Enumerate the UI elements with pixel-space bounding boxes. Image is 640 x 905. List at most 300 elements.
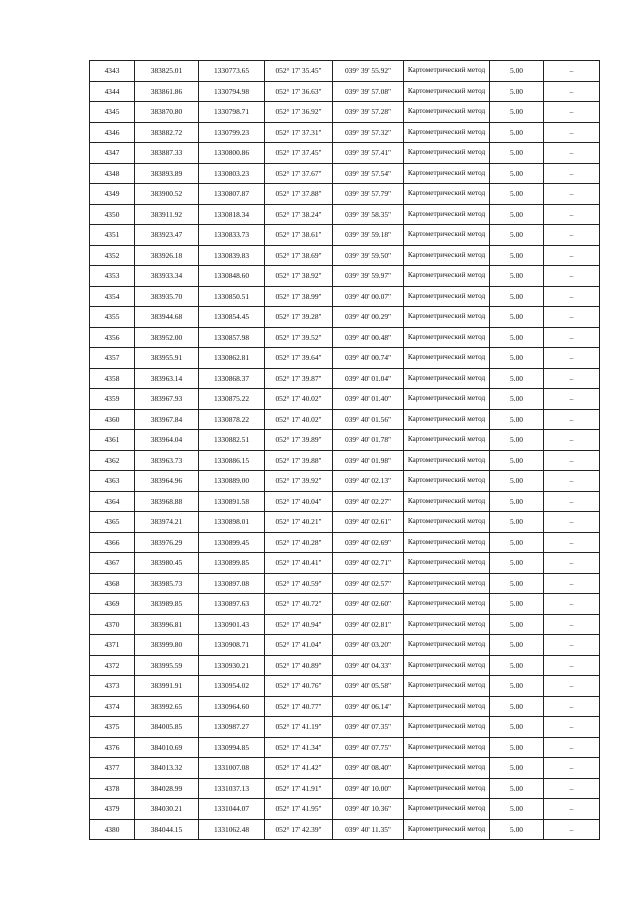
description-cell: – (544, 717, 600, 738)
y-coordinate-cell: 1330987.27 (199, 717, 265, 738)
point-number-cell: 4367 (90, 553, 135, 574)
description-cell: – (544, 655, 600, 676)
table-row (90, 184, 600, 205)
table-row (90, 102, 600, 123)
x-coordinate-cell: 383995.59 (135, 655, 199, 676)
table-row (90, 225, 600, 246)
coordinates-table (89, 60, 600, 840)
latitude-cell: 052° 17' 40.41" (265, 553, 333, 574)
point-number-cell: 4370 (90, 614, 135, 635)
x-coordinate-cell: 383900.52 (135, 184, 199, 205)
description-cell: – (544, 532, 600, 553)
description-cell: – (544, 430, 600, 451)
longitude-cell: 039° 40' 00.07" (333, 286, 404, 307)
precision-cell: 5.00 (490, 553, 544, 574)
point-number-cell: 4348 (90, 163, 135, 184)
latitude-cell: 052° 17' 37.88" (265, 184, 333, 205)
point-number-cell: 4356 (90, 327, 135, 348)
y-coordinate-cell: 1330878.22 (199, 409, 265, 430)
table-row (90, 758, 600, 779)
y-coordinate-cell: 1330897.08 (199, 573, 265, 594)
latitude-cell: 052° 17' 37.31" (265, 122, 333, 143)
method-cell: Картометрический метод (404, 594, 490, 615)
x-coordinate-cell: 383964.96 (135, 471, 199, 492)
x-coordinate-cell: 383935.70 (135, 286, 199, 307)
y-coordinate-cell: 1330930.21 (199, 655, 265, 676)
longitude-cell: 039° 39' 57.28" (333, 102, 404, 123)
precision-cell: 5.00 (490, 245, 544, 266)
table-row (90, 327, 600, 348)
precision-cell: 5.00 (490, 471, 544, 492)
latitude-cell: 052° 17' 40.94" (265, 614, 333, 635)
method-cell: Картометрический метод (404, 491, 490, 512)
precision-cell: 5.00 (490, 286, 544, 307)
y-coordinate-cell: 1330901.43 (199, 614, 265, 635)
x-coordinate-cell: 383999.80 (135, 635, 199, 656)
method-cell: Картометрический метод (404, 307, 490, 328)
method-cell: Картометрический метод (404, 122, 490, 143)
point-number-cell: 4357 (90, 348, 135, 369)
point-number-cell: 4371 (90, 635, 135, 656)
method-cell: Картометрический метод (404, 676, 490, 697)
y-coordinate-cell: 1330882.51 (199, 430, 265, 451)
y-coordinate-cell: 1330954.02 (199, 676, 265, 697)
method-cell: Картометрический метод (404, 573, 490, 594)
method-cell: Картометрический метод (404, 553, 490, 574)
y-coordinate-cell: 1330994.85 (199, 737, 265, 758)
point-number-cell: 4380 (90, 819, 135, 840)
longitude-cell: 039° 40' 02.81" (333, 614, 404, 635)
description-cell: – (544, 286, 600, 307)
table-row (90, 348, 600, 369)
y-coordinate-cell: 1330839.83 (199, 245, 265, 266)
x-coordinate-cell: 383976.29 (135, 532, 199, 553)
longitude-cell: 039° 39' 57.08" (333, 81, 404, 102)
latitude-cell: 052° 17' 42.39" (265, 819, 333, 840)
y-coordinate-cell: 1330862.81 (199, 348, 265, 369)
longitude-cell: 039° 40' 01.04" (333, 368, 404, 389)
method-cell: Картометрический метод (404, 614, 490, 635)
latitude-cell: 052° 17' 41.95" (265, 799, 333, 820)
point-number-cell: 4344 (90, 81, 135, 102)
x-coordinate-cell: 384010.69 (135, 737, 199, 758)
precision-cell: 5.00 (490, 266, 544, 287)
longitude-cell: 039° 40' 00.74" (333, 348, 404, 369)
latitude-cell: 052° 17' 40.72" (265, 594, 333, 615)
table-row (90, 307, 600, 328)
table-row (90, 81, 600, 102)
point-number-cell: 4373 (90, 676, 135, 697)
method-cell: Картометрический метод (404, 266, 490, 287)
method-cell: Картометрический метод (404, 758, 490, 779)
precision-cell: 5.00 (490, 594, 544, 615)
y-coordinate-cell: 1330889.00 (199, 471, 265, 492)
x-coordinate-cell: 384044.15 (135, 819, 199, 840)
table-row (90, 676, 600, 697)
method-cell: Картометрический метод (404, 717, 490, 738)
method-cell: Картометрический метод (404, 799, 490, 820)
y-coordinate-cell: 1330773.65 (199, 61, 265, 82)
method-cell: Картометрический метод (404, 286, 490, 307)
point-number-cell: 4372 (90, 655, 135, 676)
point-number-cell: 4353 (90, 266, 135, 287)
point-number-cell: 4360 (90, 409, 135, 430)
longitude-cell: 039° 40' 02.61" (333, 512, 404, 533)
method-cell: Картометрический метод (404, 450, 490, 471)
precision-cell: 5.00 (490, 676, 544, 697)
table-row (90, 532, 600, 553)
precision-cell: 5.00 (490, 143, 544, 164)
x-coordinate-cell: 383955.91 (135, 348, 199, 369)
latitude-cell: 052° 17' 39.88" (265, 450, 333, 471)
point-number-cell: 4364 (90, 491, 135, 512)
method-cell: Картометрический метод (404, 245, 490, 266)
precision-cell: 5.00 (490, 307, 544, 328)
x-coordinate-cell: 383861.86 (135, 81, 199, 102)
table-row (90, 430, 600, 451)
table-row (90, 471, 600, 492)
method-cell: Картометрический метод (404, 368, 490, 389)
description-cell: – (544, 512, 600, 533)
precision-cell: 5.00 (490, 348, 544, 369)
description-cell: – (544, 184, 600, 205)
table-row (90, 799, 600, 820)
y-coordinate-cell: 1330850.51 (199, 286, 265, 307)
precision-cell: 5.00 (490, 389, 544, 410)
point-number-cell: 4379 (90, 799, 135, 820)
x-coordinate-cell: 384013.32 (135, 758, 199, 779)
method-cell: Картометрический метод (404, 163, 490, 184)
longitude-cell: 039° 40' 06.14" (333, 696, 404, 717)
precision-cell: 5.00 (490, 430, 544, 451)
longitude-cell: 039° 40' 02.71" (333, 553, 404, 574)
x-coordinate-cell: 383952.00 (135, 327, 199, 348)
table-row (90, 266, 600, 287)
longitude-cell: 039° 40' 07.35" (333, 717, 404, 738)
precision-cell: 5.00 (490, 778, 544, 799)
table-row (90, 655, 600, 676)
precision-cell: 5.00 (490, 758, 544, 779)
latitude-cell: 052° 17' 38.92" (265, 266, 333, 287)
precision-cell: 5.00 (490, 81, 544, 102)
latitude-cell: 052° 17' 37.67" (265, 163, 333, 184)
table-row (90, 245, 600, 266)
longitude-cell: 039° 40' 01.56" (333, 409, 404, 430)
precision-cell: 5.00 (490, 717, 544, 738)
y-coordinate-cell: 1330800.86 (199, 143, 265, 164)
point-number-cell: 4349 (90, 184, 135, 205)
longitude-cell: 039° 40' 02.60" (333, 594, 404, 615)
precision-cell: 5.00 (490, 163, 544, 184)
method-cell: Картометрический метод (404, 635, 490, 656)
point-number-cell: 4358 (90, 368, 135, 389)
longitude-cell: 039° 39' 57.79" (333, 184, 404, 205)
point-number-cell: 4352 (90, 245, 135, 266)
y-coordinate-cell: 1330897.63 (199, 594, 265, 615)
x-coordinate-cell: 383887.33 (135, 143, 199, 164)
table-row (90, 286, 600, 307)
x-coordinate-cell: 383963.14 (135, 368, 199, 389)
x-coordinate-cell: 383964.04 (135, 430, 199, 451)
x-coordinate-cell: 383985.73 (135, 573, 199, 594)
y-coordinate-cell: 1330908.71 (199, 635, 265, 656)
description-cell: – (544, 491, 600, 512)
longitude-cell: 039° 40' 05.58" (333, 676, 404, 697)
point-number-cell: 4355 (90, 307, 135, 328)
y-coordinate-cell: 1330891.58 (199, 491, 265, 512)
latitude-cell: 052° 17' 39.64" (265, 348, 333, 369)
longitude-cell: 039° 40' 02.27" (333, 491, 404, 512)
longitude-cell: 039° 40' 04.33" (333, 655, 404, 676)
latitude-cell: 052° 17' 40.77" (265, 696, 333, 717)
method-cell: Картометрический метод (404, 389, 490, 410)
table-row (90, 778, 600, 799)
precision-cell: 5.00 (490, 532, 544, 553)
latitude-cell: 052° 17' 40.02" (265, 409, 333, 430)
x-coordinate-cell: 383974.21 (135, 512, 199, 533)
description-cell: – (544, 61, 600, 82)
precision-cell: 5.00 (490, 368, 544, 389)
method-cell: Картометрический метод (404, 778, 490, 799)
latitude-cell: 052° 17' 40.89" (265, 655, 333, 676)
point-number-cell: 4345 (90, 102, 135, 123)
method-cell: Картометрический метод (404, 819, 490, 840)
table-row (90, 696, 600, 717)
x-coordinate-cell: 383923.47 (135, 225, 199, 246)
longitude-cell: 039° 39' 57.32" (333, 122, 404, 143)
latitude-cell: 052° 17' 41.91" (265, 778, 333, 799)
longitude-cell: 039° 40' 02.57" (333, 573, 404, 594)
method-cell: Картометрический метод (404, 737, 490, 758)
description-cell: – (544, 450, 600, 471)
point-number-cell: 4350 (90, 204, 135, 225)
latitude-cell: 052° 17' 39.92" (265, 471, 333, 492)
description-cell: – (544, 307, 600, 328)
longitude-cell: 039° 40' 02.69" (333, 532, 404, 553)
x-coordinate-cell: 384005.85 (135, 717, 199, 738)
precision-cell: 5.00 (490, 696, 544, 717)
longitude-cell: 039° 40' 10.36" (333, 799, 404, 820)
latitude-cell: 052° 17' 40.04" (265, 491, 333, 512)
longitude-cell: 039° 39' 59.50" (333, 245, 404, 266)
y-coordinate-cell: 1330854.45 (199, 307, 265, 328)
latitude-cell: 052° 17' 38.61" (265, 225, 333, 246)
method-cell: Картометрический метод (404, 81, 490, 102)
y-coordinate-cell: 1331044.07 (199, 799, 265, 820)
table-row (90, 143, 600, 164)
longitude-cell: 039° 40' 00.48" (333, 327, 404, 348)
description-cell: – (544, 799, 600, 820)
precision-cell: 5.00 (490, 450, 544, 471)
precision-cell: 5.00 (490, 512, 544, 533)
table-row (90, 61, 600, 82)
method-cell: Картометрический метод (404, 655, 490, 676)
longitude-cell: 039° 40' 01.78" (333, 430, 404, 451)
latitude-cell: 052° 17' 36.92" (265, 102, 333, 123)
x-coordinate-cell: 383996.81 (135, 614, 199, 635)
point-number-cell: 4354 (90, 286, 135, 307)
y-coordinate-cell: 1330886.15 (199, 450, 265, 471)
x-coordinate-cell: 383825.01 (135, 61, 199, 82)
y-coordinate-cell: 1330898.01 (199, 512, 265, 533)
latitude-cell: 052° 17' 41.34" (265, 737, 333, 758)
description-cell: – (544, 266, 600, 287)
point-number-cell: 4347 (90, 143, 135, 164)
latitude-cell: 052° 17' 35.45" (265, 61, 333, 82)
x-coordinate-cell: 383963.73 (135, 450, 199, 471)
point-number-cell: 4376 (90, 737, 135, 758)
x-coordinate-cell: 383882.72 (135, 122, 199, 143)
table-row (90, 409, 600, 430)
latitude-cell: 052° 17' 39.89" (265, 430, 333, 451)
method-cell: Картометрический метод (404, 532, 490, 553)
method-cell: Картометрический метод (404, 348, 490, 369)
description-cell: – (544, 614, 600, 635)
method-cell: Картометрический метод (404, 409, 490, 430)
x-coordinate-cell: 383933.34 (135, 266, 199, 287)
precision-cell: 5.00 (490, 327, 544, 348)
y-coordinate-cell: 1330899.85 (199, 553, 265, 574)
table-row (90, 122, 600, 143)
longitude-cell: 039° 40' 08.40" (333, 758, 404, 779)
point-number-cell: 4359 (90, 389, 135, 410)
y-coordinate-cell: 1330857.98 (199, 327, 265, 348)
precision-cell: 5.00 (490, 409, 544, 430)
y-coordinate-cell: 1330799.23 (199, 122, 265, 143)
x-coordinate-cell: 383980.45 (135, 553, 199, 574)
description-cell: – (544, 676, 600, 697)
y-coordinate-cell: 1330794.98 (199, 81, 265, 102)
latitude-cell: 052° 17' 41.19" (265, 717, 333, 738)
table-row (90, 553, 600, 574)
description-cell: – (544, 143, 600, 164)
latitude-cell: 052° 17' 41.42" (265, 758, 333, 779)
table-row (90, 717, 600, 738)
precision-cell: 5.00 (490, 102, 544, 123)
description-cell: – (544, 758, 600, 779)
table-row (90, 389, 600, 410)
y-coordinate-cell: 1331062.48 (199, 819, 265, 840)
precision-cell: 5.00 (490, 573, 544, 594)
method-cell: Картометрический метод (404, 471, 490, 492)
table-row (90, 614, 600, 635)
latitude-cell: 052° 17' 38.69" (265, 245, 333, 266)
description-cell: – (544, 348, 600, 369)
description-cell: – (544, 471, 600, 492)
latitude-cell: 052° 17' 39.87" (265, 368, 333, 389)
table-row (90, 163, 600, 184)
description-cell: – (544, 245, 600, 266)
description-cell: – (544, 819, 600, 840)
table-row (90, 368, 600, 389)
point-number-cell: 4351 (90, 225, 135, 246)
table-row (90, 594, 600, 615)
description-cell: – (544, 573, 600, 594)
y-coordinate-cell: 1331037.13 (199, 778, 265, 799)
precision-cell: 5.00 (490, 819, 544, 840)
precision-cell: 5.00 (490, 799, 544, 820)
longitude-cell: 039° 39' 57.54" (333, 163, 404, 184)
method-cell: Картометрический метод (404, 512, 490, 533)
longitude-cell: 039° 40' 00.29" (333, 307, 404, 328)
table-row (90, 635, 600, 656)
y-coordinate-cell: 1330848.60 (199, 266, 265, 287)
y-coordinate-cell: 1330964.60 (199, 696, 265, 717)
method-cell: Картометрический метод (404, 143, 490, 164)
latitude-cell: 052° 17' 40.02" (265, 389, 333, 410)
x-coordinate-cell: 383967.84 (135, 409, 199, 430)
method-cell: Картометрический метод (404, 184, 490, 205)
description-cell: – (544, 225, 600, 246)
table-row (90, 737, 600, 758)
latitude-cell: 052° 17' 41.04" (265, 635, 333, 656)
precision-cell: 5.00 (490, 737, 544, 758)
table-row (90, 573, 600, 594)
description-cell: – (544, 389, 600, 410)
precision-cell: 5.00 (490, 204, 544, 225)
longitude-cell: 039° 39' 57.41" (333, 143, 404, 164)
x-coordinate-cell: 384030.21 (135, 799, 199, 820)
precision-cell: 5.00 (490, 184, 544, 205)
longitude-cell: 039° 40' 03.20" (333, 635, 404, 656)
longitude-cell: 039° 40' 07.75" (333, 737, 404, 758)
x-coordinate-cell: 383991.91 (135, 676, 199, 697)
description-cell: – (544, 635, 600, 656)
description-cell: – (544, 368, 600, 389)
x-coordinate-cell: 383967.93 (135, 389, 199, 410)
x-coordinate-cell: 383989.85 (135, 594, 199, 615)
description-cell: – (544, 204, 600, 225)
description-cell: – (544, 778, 600, 799)
description-cell: – (544, 553, 600, 574)
x-coordinate-cell: 383944.68 (135, 307, 199, 328)
point-number-cell: 4378 (90, 778, 135, 799)
x-coordinate-cell: 383911.92 (135, 204, 199, 225)
latitude-cell: 052° 17' 39.52" (265, 327, 333, 348)
table-row (90, 491, 600, 512)
point-number-cell: 4368 (90, 573, 135, 594)
table-row (90, 204, 600, 225)
latitude-cell: 052° 17' 38.24" (265, 204, 333, 225)
point-number-cell: 4361 (90, 430, 135, 451)
point-number-cell: 4343 (90, 61, 135, 82)
y-coordinate-cell: 1330868.37 (199, 368, 265, 389)
y-coordinate-cell: 1330798.71 (199, 102, 265, 123)
coordinates-table-body (90, 61, 600, 840)
precision-cell: 5.00 (490, 614, 544, 635)
latitude-cell: 052° 17' 40.76" (265, 676, 333, 697)
x-coordinate-cell: 384028.99 (135, 778, 199, 799)
method-cell: Картометрический метод (404, 61, 490, 82)
x-coordinate-cell: 383893.89 (135, 163, 199, 184)
y-coordinate-cell: 1331007.08 (199, 758, 265, 779)
table-row (90, 450, 600, 471)
description-cell: – (544, 163, 600, 184)
method-cell: Картометрический метод (404, 102, 490, 123)
longitude-cell: 039° 39' 55.92" (333, 61, 404, 82)
description-cell: – (544, 102, 600, 123)
latitude-cell: 052° 17' 40.21" (265, 512, 333, 533)
description-cell: – (544, 327, 600, 348)
x-coordinate-cell: 383968.88 (135, 491, 199, 512)
longitude-cell: 039° 40' 01.40" (333, 389, 404, 410)
description-cell: – (544, 696, 600, 717)
y-coordinate-cell: 1330899.45 (199, 532, 265, 553)
method-cell: Картометрический метод (404, 327, 490, 348)
description-cell: – (544, 737, 600, 758)
point-number-cell: 4369 (90, 594, 135, 615)
latitude-cell: 052° 17' 40.59" (265, 573, 333, 594)
